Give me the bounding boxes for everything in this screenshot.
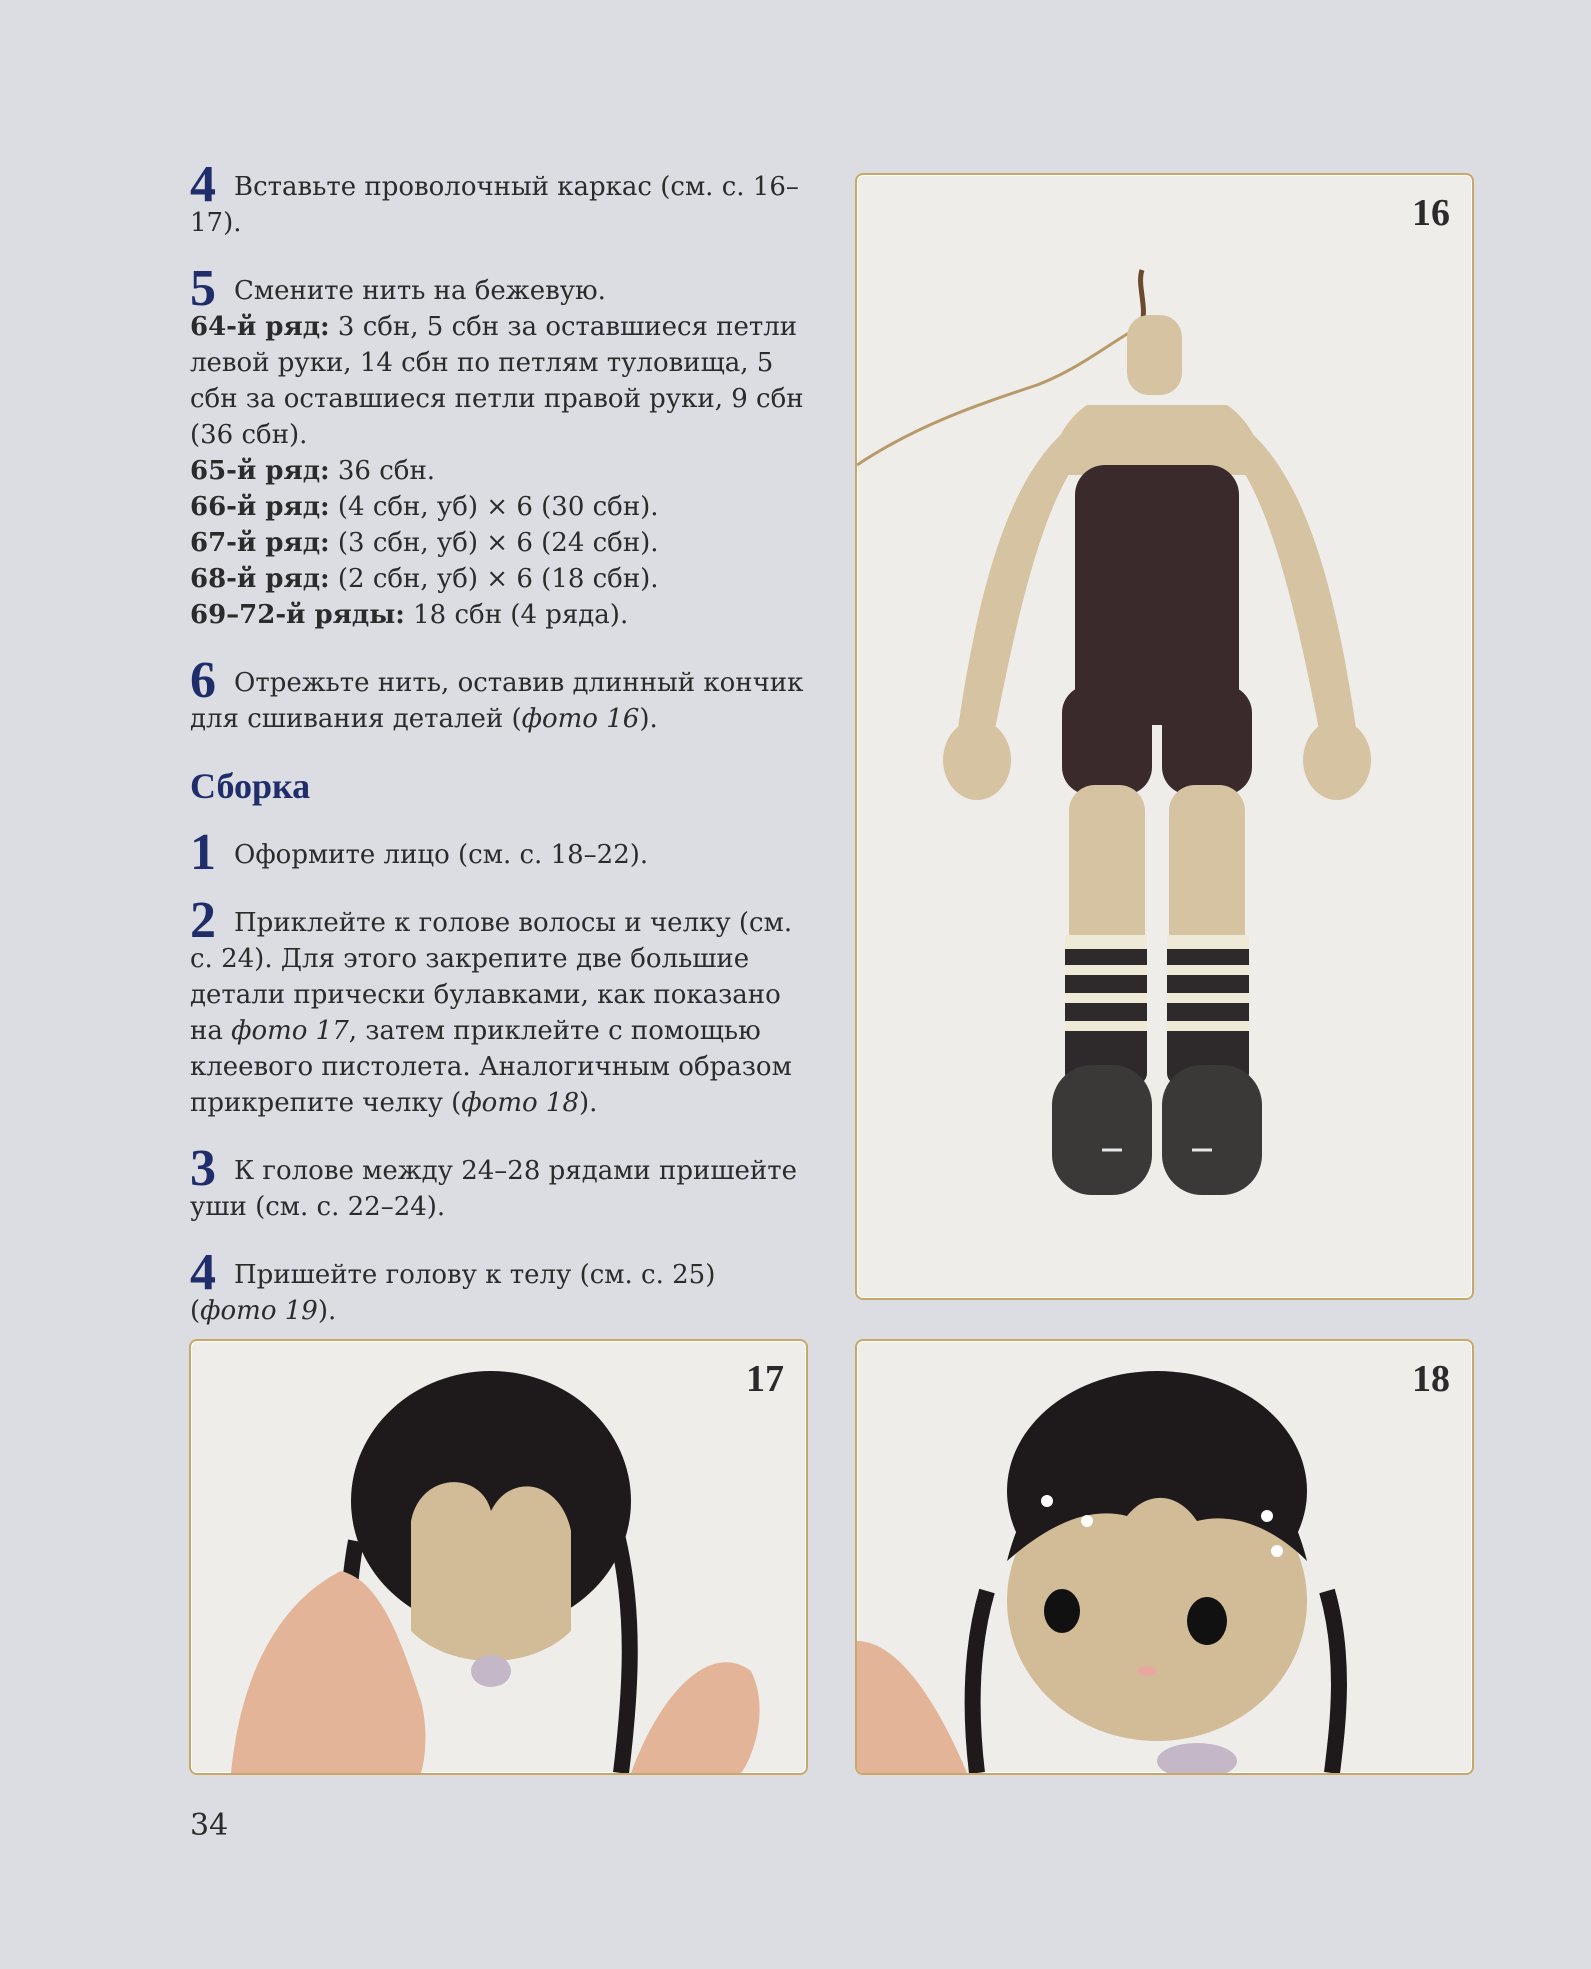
assembly-step-1 [190, 824, 810, 881]
row-label: 64-й ряд: [190, 312, 330, 342]
step-text-end: ). [639, 704, 658, 734]
row-69-72 [190, 597, 810, 633]
photo-17 [189, 1339, 808, 1775]
row-68 [190, 561, 810, 597]
boots [1052, 1065, 1262, 1195]
step-text: Отрежьте нить, оставив длинный кончик для сшивания деталей ( [190, 668, 804, 734]
photo-number: 17 [746, 1358, 784, 1400]
row-label: 66-й ряд: [190, 492, 330, 522]
row-64 [190, 309, 810, 453]
step-text: Пришейте голову к телу (см. с. 25) ( [190, 1260, 716, 1326]
step-4-wire [190, 156, 810, 241]
row-65 [190, 453, 810, 489]
photo-reference: фото 16 [521, 704, 640, 734]
row-text: 3 сбн, 5 сбн за оставшиеся петли левой руки, 14 сбн по петлям туловища, 5 сбн за оставшиеся петли правой руки, 9 сбн (36 сбн). [190, 312, 804, 450]
step-text: , затем приклейте с помощью клеевого пистолета. Аналогичным образом прикрепите челку ( [190, 1016, 792, 1118]
row-text: 36 сбн. [329, 456, 436, 486]
assembly-step-2 [190, 892, 810, 1121]
step-number: 2 [190, 892, 216, 949]
step-5-rows [190, 260, 810, 633]
row-text: (3 сбн, уб) × 6 (24 сбн). [329, 528, 659, 558]
photo-reference: фото 18 [461, 1088, 579, 1118]
row-text: (4 сбн, уб) × 6 (30 сбн). [329, 492, 659, 522]
row-label: 65-й ряд: [190, 456, 330, 486]
doll-body-illustration [857, 175, 1472, 1298]
row-label: 67-й ряд: [190, 528, 330, 558]
photo-number: 18 [1412, 1358, 1450, 1400]
assembly-step-4 [190, 1244, 810, 1329]
step-text: Оформите лицо (см. с. 18–22). [234, 840, 649, 870]
photo-number: 16 [1412, 192, 1450, 234]
socks [1065, 935, 1249, 1085]
doll-head-hair-illustration [191, 1341, 806, 1773]
photo-reference: фото 17 [231, 1016, 349, 1046]
photo-16 [855, 173, 1474, 1300]
step-number: 1 [190, 824, 216, 881]
section-title: Сборка [190, 766, 311, 806]
photo-18 [855, 1339, 1474, 1775]
row-66 [190, 489, 810, 525]
photo-reference: фото 19 [200, 1296, 318, 1326]
step-number: 4 [190, 1244, 216, 1301]
row-label: 69–72-й ряды: [190, 600, 405, 630]
step-number: 3 [190, 1140, 216, 1197]
instructions-column [190, 156, 810, 1357]
step-text: Приклейте к голове волосы и челку (см. с. 24). Для этого закрепите две большие детали прически булавками, как показано на [190, 908, 793, 1046]
row-text: 18 сбн (4 ряда). [404, 600, 629, 630]
page-number: 34 [190, 1808, 229, 1843]
row-text: (2 сбн, уб) × 6 (18 сбн). [329, 564, 659, 594]
step-text: Вставьте проволочный каркас (см. с. 16–17). [190, 172, 799, 238]
step-number: 4 [190, 156, 216, 213]
step-number: 5 [190, 260, 216, 317]
step-text-end: ). [317, 1296, 337, 1326]
step-number: 6 [190, 652, 216, 709]
row-label: 68-й ряд: [190, 564, 330, 594]
step-text: Смените нить на бежевую. [234, 276, 606, 306]
assembly-step-3 [190, 1140, 810, 1225]
doll-head-bangs-illustration [857, 1341, 1472, 1773]
step-text-end: ). [579, 1088, 598, 1118]
step-text: К голове между 24–28 рядами пришейте уши (см. с. 22–24). [190, 1156, 797, 1222]
step-6-cut [190, 652, 810, 737]
row-67 [190, 525, 810, 561]
